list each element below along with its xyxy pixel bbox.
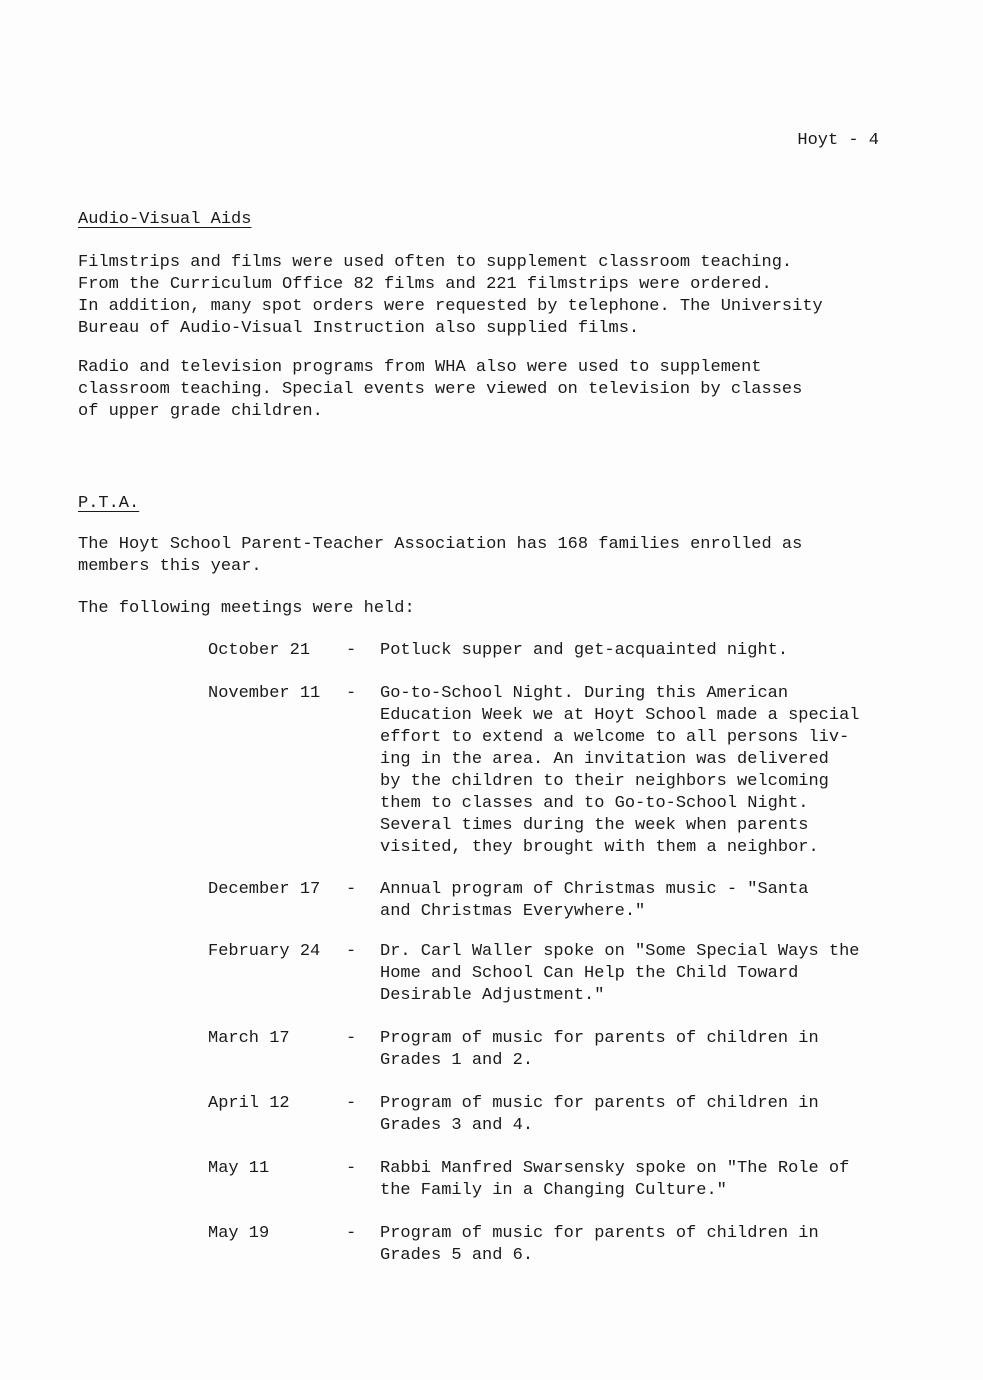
text-line: effort to extend a welcome to all persons liv- bbox=[380, 728, 850, 747]
text-line: From the Curriculum Office 82 films and 221 filmstrips were ordered. bbox=[78, 275, 772, 294]
meeting-item bbox=[208, 1223, 898, 1267]
meeting-date: April 12 bbox=[208, 1094, 290, 1113]
meeting-date: February 24 bbox=[208, 942, 321, 961]
text-line: Go-to-School Night. During this American bbox=[380, 684, 789, 703]
text-line: and Christmas Everywhere." bbox=[380, 902, 646, 921]
text-line: Bureau of Audio-Visual Instruction also supplied films. bbox=[78, 319, 640, 338]
text-line: Home and School Can Help the Child Toward bbox=[380, 964, 799, 983]
text-line: classroom teaching. Special events were viewed on television by classes bbox=[78, 380, 803, 399]
text-line: The following meetings were held: bbox=[78, 599, 415, 618]
meeting-description bbox=[380, 1223, 898, 1267]
text-line: Program of music for parents of children in bbox=[380, 1094, 819, 1113]
text-line: members this year. bbox=[78, 557, 262, 576]
meetings-list bbox=[208, 640, 898, 1267]
text-line: the Family in a Changing Culture." bbox=[380, 1181, 727, 1200]
meeting-description bbox=[380, 1158, 898, 1202]
meeting-date: December 17 bbox=[208, 880, 321, 899]
meeting-dash: - bbox=[346, 1094, 357, 1113]
meetings-intro bbox=[78, 598, 888, 620]
meeting-dash: - bbox=[346, 1029, 357, 1048]
text-line: In addition, many spot orders were requested by telephone. The University bbox=[78, 297, 823, 316]
meeting-item bbox=[208, 1028, 898, 1072]
meeting-item bbox=[208, 1158, 898, 1202]
meeting-date: March 17 bbox=[208, 1029, 290, 1048]
meeting-dash: - bbox=[346, 641, 357, 660]
page-number: Hoyt - 4 bbox=[797, 131, 879, 150]
meeting-description bbox=[380, 1093, 898, 1137]
meeting-description bbox=[380, 879, 898, 923]
meeting-item bbox=[208, 640, 898, 662]
meeting-item bbox=[208, 879, 898, 923]
text-line: Program of music for parents of children in bbox=[380, 1029, 819, 1048]
text-line: Radio and television programs from WHA also were used to supplement bbox=[78, 358, 762, 377]
text-line: Rabbi Manfred Swarsensky spoke on "The Role of bbox=[380, 1159, 850, 1178]
meeting-dash: - bbox=[346, 1224, 357, 1243]
meeting-dash: - bbox=[346, 684, 357, 703]
meeting-date: May 11 bbox=[208, 1159, 270, 1178]
text-line: ing in the area. An invitation was delivered bbox=[380, 750, 829, 769]
text-line: Dr. Carl Waller spoke on "Some Special Ways the bbox=[380, 942, 860, 961]
text-line: by the children to their neighbors welcoming bbox=[380, 772, 829, 791]
text-line: Education Week we at Hoyt School made a special bbox=[380, 706, 860, 725]
meeting-description bbox=[380, 683, 898, 859]
audio-visual-paragraph-2 bbox=[78, 357, 888, 423]
meeting-date: October 21 bbox=[208, 641, 311, 660]
meeting-date: May 19 bbox=[208, 1224, 270, 1243]
text-line: Grades 3 and 4. bbox=[380, 1116, 534, 1135]
text-line: Annual program of Christmas music - "Santa bbox=[380, 880, 809, 899]
text-line: of upper grade children. bbox=[78, 402, 323, 421]
text-line: Potluck supper and get-acquainted night. bbox=[380, 641, 789, 660]
text-line: them to classes and to Go-to-School Night. bbox=[380, 794, 809, 813]
meeting-item bbox=[208, 1093, 898, 1137]
meeting-description bbox=[380, 640, 898, 662]
text-line: visited, they brought with them a neighbor. bbox=[380, 838, 819, 857]
meeting-item bbox=[208, 941, 898, 1007]
meeting-dash: - bbox=[346, 942, 357, 961]
meeting-dash: - bbox=[346, 1159, 357, 1178]
pta-paragraph-1 bbox=[78, 534, 888, 578]
text-line: Grades 1 and 2. bbox=[380, 1051, 534, 1070]
text-line: Several times during the week when parents bbox=[380, 816, 809, 835]
text-line: Program of music for parents of children in bbox=[380, 1224, 819, 1243]
section-heading-audio-visual: Audio-Visual Aids bbox=[78, 210, 252, 229]
section-heading-pta: P.T.A. bbox=[78, 494, 140, 513]
text-line: Desirable Adjustment." bbox=[380, 986, 605, 1005]
meeting-item bbox=[208, 683, 898, 859]
meeting-description bbox=[380, 941, 898, 1007]
audio-visual-paragraph-1 bbox=[78, 252, 888, 340]
text-line: The Hoyt School Parent-Teacher Association has 168 families enrolled as bbox=[78, 535, 803, 554]
meeting-description bbox=[380, 1028, 898, 1072]
meeting-dash: - bbox=[346, 880, 357, 899]
text-line: Grades 5 and 6. bbox=[380, 1246, 534, 1265]
text-line: Filmstrips and films were used often to supplement classroom teaching. bbox=[78, 253, 793, 272]
meeting-date: November 11 bbox=[208, 684, 321, 703]
